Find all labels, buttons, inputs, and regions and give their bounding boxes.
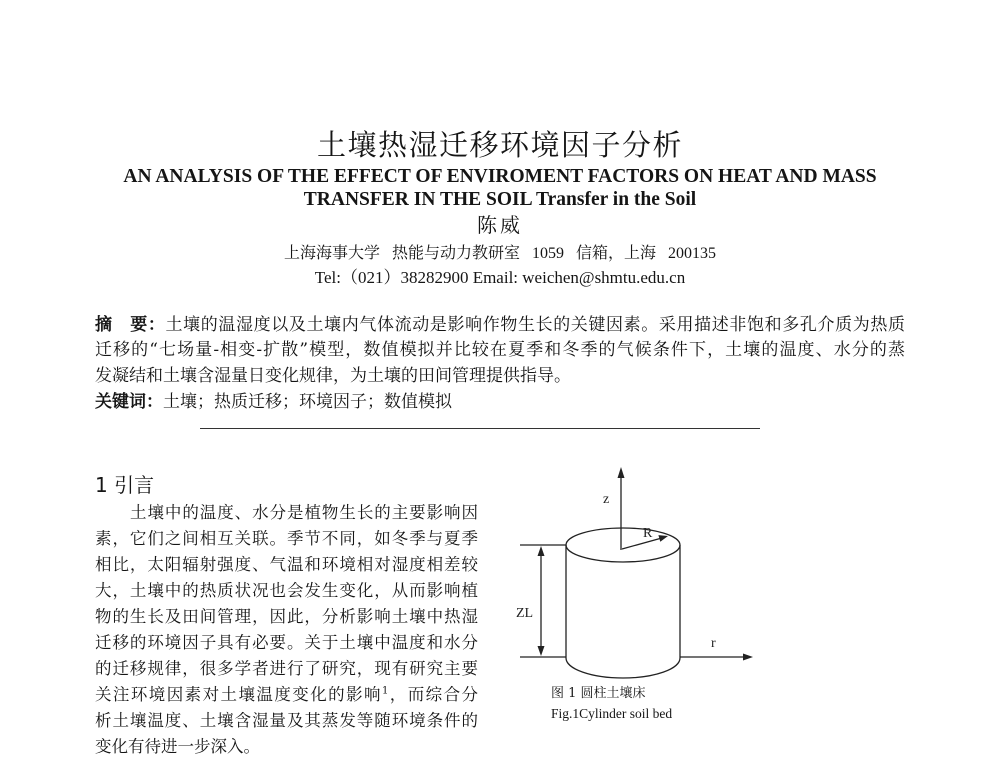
english-title-line-2: TRANSFER IN THE SOIL Transfer in the Soil: [303, 189, 697, 210]
paper-title: 土壤热湿迁移环境因子分析: [316, 128, 683, 162]
intro-line-2: 素，它们之间相互关联。季节不同，如冬季与夏季: [95, 529, 478, 548]
intro-line-9: 析土壤温度、土壤含湿量及其蒸发等随环境条件的: [95, 711, 478, 730]
radius-label: R: [643, 526, 653, 541]
english-title-line-1: AN ANALYSIS OF THE EFFECT OF ENVIROMENT FACTORS ON HEAT AND MASS: [123, 166, 877, 187]
abstract-line-1: [95, 313, 905, 338]
r-axis-label: r: [711, 636, 716, 651]
figure-caption-english: Fig.1Cylinder soil bed: [551, 706, 673, 721]
radius-arrowhead: [658, 535, 668, 542]
abstract-text-3: 发凝结和土壤含湿量日变化规律，为土壤的田间管理提供指导。: [95, 366, 571, 386]
cylinder-bottom-arc: [566, 658, 680, 678]
zl-label: ZL: [516, 606, 534, 621]
keywords-label: 关键词：: [95, 392, 163, 412]
intro-line-3: 相比，太阳辐射强度、气温和环境相对湿度相差较: [95, 555, 478, 574]
intro-line-8: [95, 682, 478, 708]
intro-line-5: 物的生长及田间管理，因此，分析影响土壤中热湿: [95, 607, 478, 626]
intro-line-4: 大，土壤中的热质状况也会发生变化，从而影响植: [95, 581, 478, 600]
intro-line-8-tail: ，而综合分: [388, 685, 478, 704]
abstract-text-2: 迁移的“七场量-相变-扩散”模型，数值模拟并比较在夏季和冬季的气候条件下，土壤的温度、水分的蒸: [95, 340, 905, 360]
author-name: 陈威: [477, 213, 523, 237]
figure-caption-chinese: 图 1 圆柱土壤床: [551, 686, 646, 701]
z-axis-label: z: [603, 492, 610, 507]
section-divider: [200, 428, 760, 429]
r-axis-arrowhead: [743, 654, 753, 661]
keywords-text: 土壤；热质迁移；环境因子；数值模拟: [163, 392, 452, 412]
cylinder-top-ellipse: [566, 528, 680, 562]
author-affiliation: 上海海事大学 热能与动力教研室 1059 信箱，上海 200135: [283, 245, 716, 262]
abstract-line-2: [95, 338, 905, 363]
radius-line: [622, 539, 660, 550]
author-contact: Tel:（021）38282900 Email: weichen@shmtu.edu.cn: [314, 268, 686, 287]
abstract-text-1: 土壤的温湿度以及土壤内气体流动是影响作物生长的关键因素。采用描述非饱和多孔介质为热质: [165, 315, 905, 335]
zl-top-arrowhead: [538, 546, 545, 556]
z-axis-arrowhead: [618, 467, 625, 478]
section-heading-introduction: 1 引言: [95, 473, 155, 497]
intro-line-1: 土壤中的温度、水分是植物生长的主要影响因: [130, 503, 478, 522]
keywords-line: [95, 390, 905, 415]
intro-line-8-text: 关注环境因素对土壤温度变化的影响: [95, 685, 382, 704]
intro-line-10: 变化有待进一步深入。: [95, 737, 260, 756]
intro-line-7: 的迁移规律，很多学者进行了研究，现有研究主要: [95, 659, 478, 678]
abstract-line-3: [95, 364, 905, 389]
citation-reference[interactable]: 1: [381, 685, 389, 697]
intro-line-6: 迁移的环境因子具有必要。关于土壤中温度和水分: [95, 633, 478, 652]
zl-bottom-arrowhead: [538, 646, 545, 656]
abstract-label: 摘 要：: [95, 315, 166, 335]
